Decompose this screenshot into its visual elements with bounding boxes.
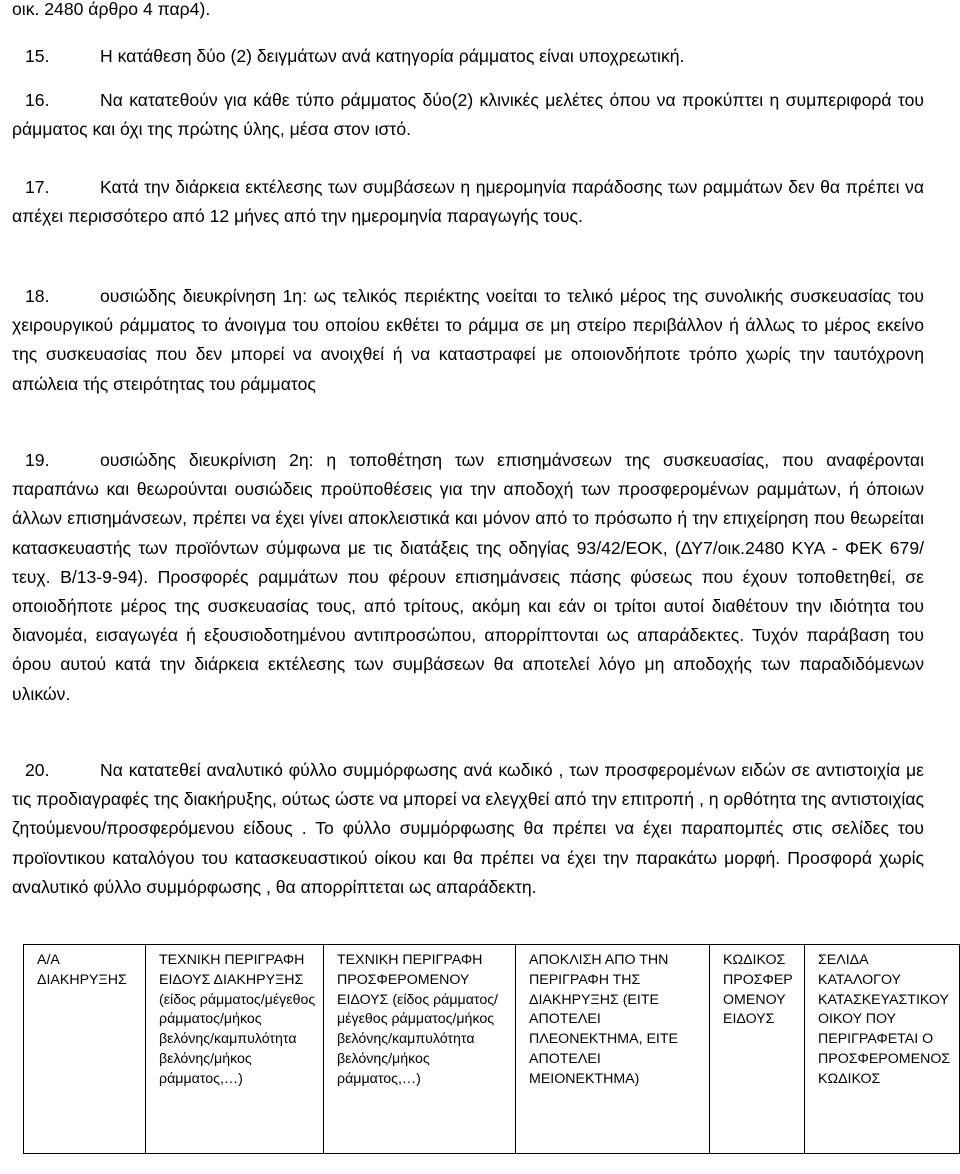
item-number: 16. <box>25 90 50 110</box>
item-number: 15. <box>25 46 50 66</box>
table-header-row <box>24 945 960 1154</box>
table-header-cell: ΤΕΧΝΙΚΗ ΠΕΡΙΓΡΑΦΗ ΕΙΔΟΥΣ ΔΙΑΚΗΡΥΞΗΣ (είδος ράμματος/μέγεθος ράμματος/μήκος βελόνης/καμπυλότητα βελόνης/μήκος ράμματος,…) <box>146 945 324 1154</box>
item-number: 17. <box>25 177 50 197</box>
table-header-cell: ΚΩΔΙΚΟΣ ΠΡΟΣΦΕΡΟΜΕΝΟΥ ΕΙΔΟΥΣ <box>710 945 805 1154</box>
top-fragment: οικ. 2480 άρθρο 4 παρ4). <box>12 0 211 19</box>
item-text: ουσιώδης διευκρίνιση 2η: η τοποθέτηση των επισημάνσεων της συσκευασίας, που αναφέρονται παραπάνω και θεωρούνται ουσιώδεις προϋποθέσεις για την αποδοχή των προσφερομένων ραμμάτων, ή όποιων άλλων επισημάνσεων, πρέπει να έχει γίνει αποκλειστικά και μόνον από το πρόσωπο ή την επιχείρηση που θεωρείται κατασκευαστής των προϊόντων σύμφωνα με τις διατάξεις της οδηγίας 93/42/ΕΟΚ, (ΔΥ7/οικ.2480 ΚΥΑ - ΦΕΚ 679/τευχ. Β/13-9-94). Προσφορές ραμμάτων που φέρουν επισημάνσεις πάσης φύσεως που έχουν τοποθετηθεί, σε οποιοδήποτε μέρος της συσκευασίας τους, από τρίτους, ακόμη και εάν οι τρίτοι αυτοί διαθέτουν την ιδιότητα του διανομέα, εισαγωγέα ή εξουσιοδοτημένου αντιπροσώπου, απορρίπτονται ως απαράδεκτες. Τυχόν παράβαση του όρου αυτού κατά την διάρκεια εκτέλεσης των συμβάσεων θα αποτελεί λόγο μη αποδοχής των παραδιδόμενων υλικών. <box>12 450 924 704</box>
numbered-item <box>12 282 924 399</box>
item-number: 18. <box>25 286 50 306</box>
numbered-item <box>12 42 924 71</box>
table-header-cell: ΑΠΟΚΛΙΣΗ ΑΠΟ ΤΗΝ ΠΕΡΙΓΡΑΦΗ ΤΗΣ ΔΙΑΚΗΡΥΞΗΣ (ΕΙΤΕ ΑΠΟΤΕΛΕΙ ΠΛΕΟΝΕΚΤΗΜΑ, ΕΙΤΕ ΑΠΟΤΕΛΕΙ ΜΕΙΟΝΕΚΤΗΜΑ) <box>516 945 710 1154</box>
item-number: 19. <box>25 450 50 470</box>
item-text: Να κατατεθεί αναλυτικό φύλλο συμμόρφωσης ανά κωδικό , των προσφερομένων ειδών σε αντιστοιχία με τις προδιαγραφές της διακήρυξης, ούτως ώστε να μπορεί να ελεγχθεί από την επιτροπή , η ορθότητα της αντιστοιχίας ζητούμενου/προσφερόμενου είδους . Το φύλλο συμμόρφωσης θα πρέπει να έχει παραπομπές στις σελίδες του προϊοντικου καταλόγου του κατασκευαστικού οίκου και θα πρέπει να έχει την παρακάτω μορφή. Προσφορά χωρίς αναλυτικό φύλλο συμμόρφωσης , θα απορρίπτεται ως απαράδεκτη. <box>12 760 924 897</box>
item-text: Να κατατεθούν για κάθε τύπο ράμματος δύο(2) κλινικές μελέτες όπου να προκύπτει η συμπεριφορά του ράμματος και όχι της πρώτης ύλης, μέσα στον ιστό. <box>12 90 924 140</box>
numbered-item <box>12 756 924 902</box>
compliance-table <box>23 944 960 1154</box>
item-text: Κατά την διάρκεια εκτέλεσης των συμβάσεων η ημερομηνία παράδοσης των ραμμάτων δεν θα πρέπει να απέχει περισσότερο από 12 μήνες από την ημερομηνία παραγωγής τους. <box>12 177 924 227</box>
item-number: 20. <box>25 760 50 780</box>
numbered-item <box>12 86 924 144</box>
numbered-item <box>12 446 924 709</box>
item-text: Η κατάθεση δύο (2) δειγμάτων ανά κατηγορία ράμματος είναι υποχρεωτική. <box>100 46 685 66</box>
table-header-cell: ΣΕΛΙΔΑ ΚΑΤΑΛΟΓΟΥ ΚΑΤΑΣΚΕΥΑΣΤΙΚΟΥ ΟΙΚΟΥ ΠΟΥ ΠΕΡΙΓΡΑΦΕΤΑΙ Ο ΠΡΟΣΦΕΡΟΜΕΝΟΣ ΚΩΔΙΚΟΣ <box>805 945 960 1154</box>
numbered-item <box>12 173 924 231</box>
table-header-cell: Α/Α ΔΙΑΚΗΡΥΞΗΣ <box>24 945 146 1154</box>
table-header-cell: ΤΕΧΝΙΚΗ ΠΕΡΙΓΡΑΦΗ ΠΡΟΣΦΕΡΟΜΕΝΟΥ ΕΙΔΟΥΣ (είδος ράμματος/μέγεθος ράμματος/μήκος βελόνης/καμπυλότητα βελόνης/μήκος ράμματος,…) <box>324 945 516 1154</box>
item-text: ουσιώδης διευκρίνηση 1η: ως τελικός περιέκτης νοείται το τελικό μέρος της συνολικής συσκευασίας του χειρουργικού ράμματος το άνοιγμα του οποίου εκθέτει το ράμμα σε μη στείρο περιβάλλον ή άλλως το μέρος εκείνο της συσκευασίας που δεν μπορεί να ανοιχθεί ή να καταστραφεί με οποιονδήποτε τρόπο χωρίς την ταυτόχρονη απώλεια τής στειρότητας του ράμματος <box>12 286 924 394</box>
